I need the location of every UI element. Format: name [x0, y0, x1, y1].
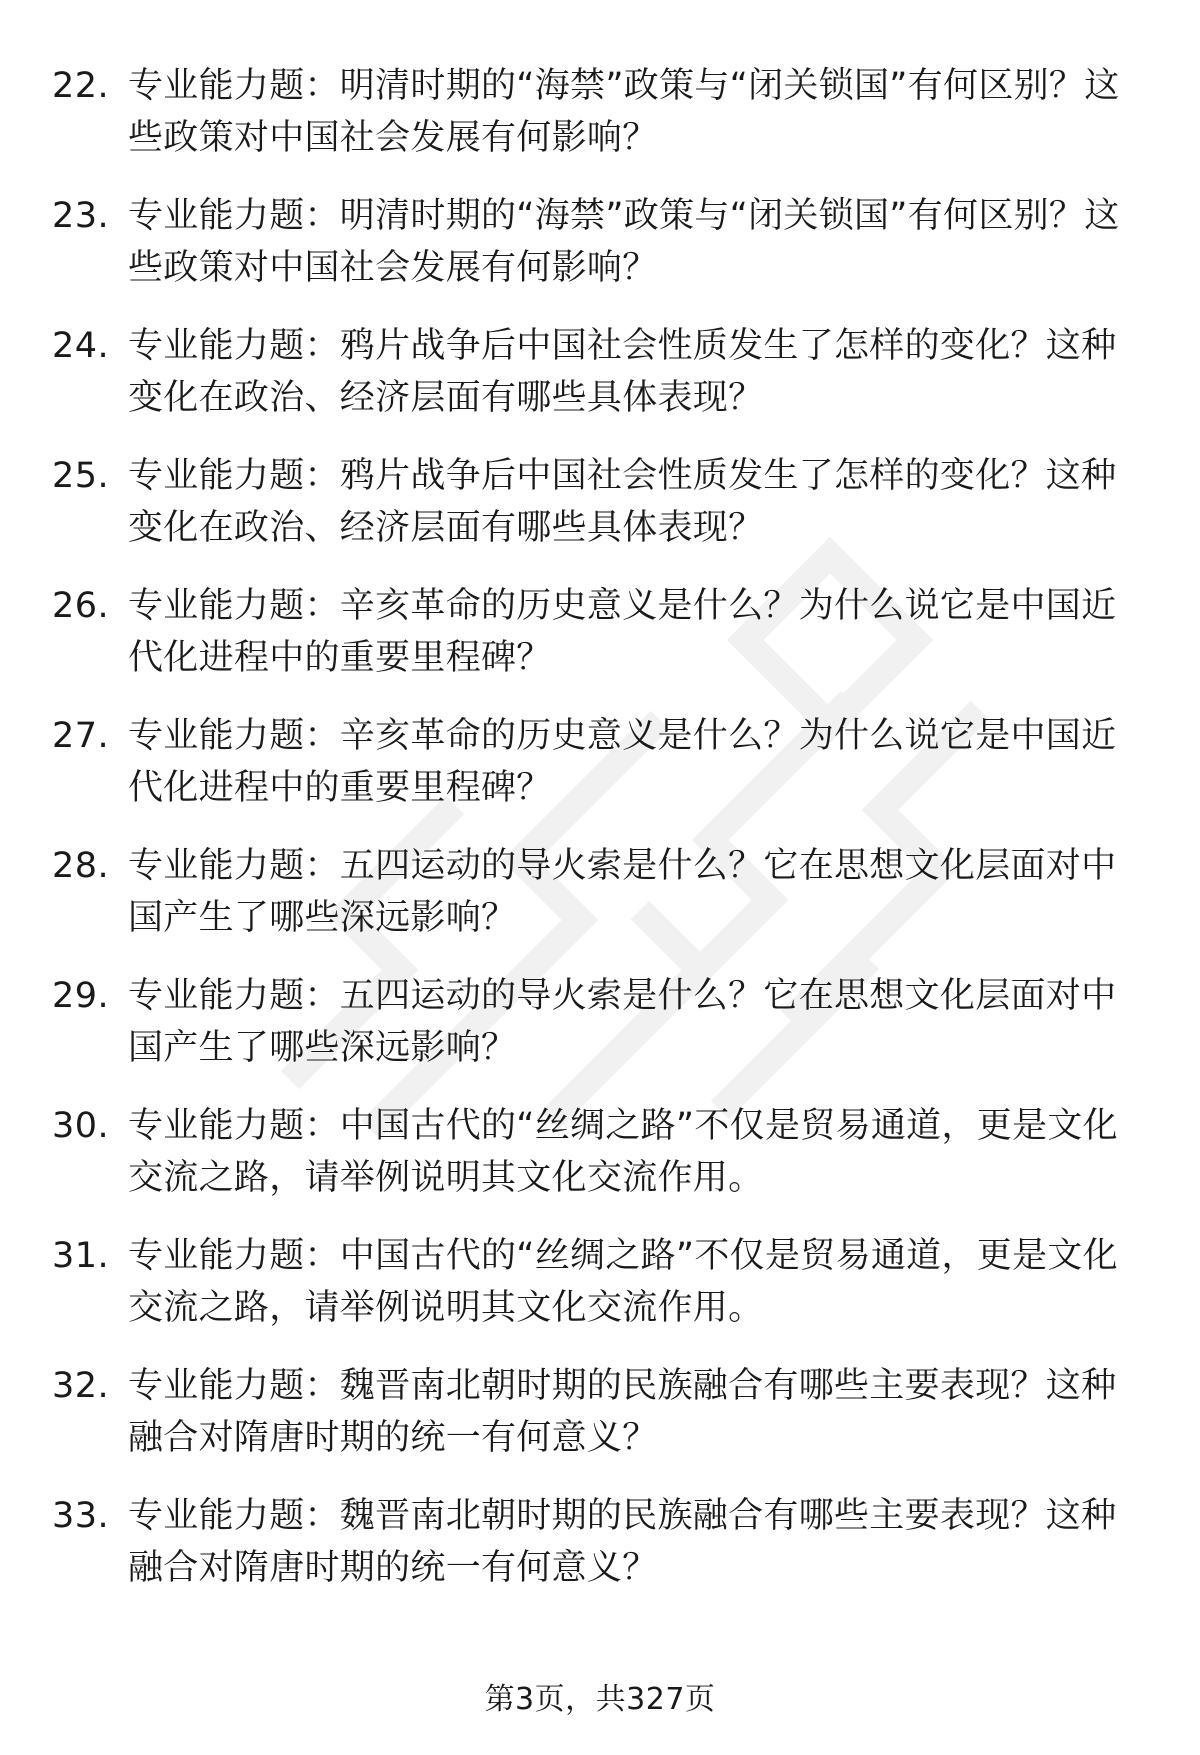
question-number: 33. [52, 1496, 110, 1536]
question-number: 29. [52, 976, 110, 1016]
question-item [52, 1100, 1152, 1230]
question-item [52, 60, 1152, 190]
question-item [52, 970, 1152, 1100]
question-item [52, 450, 1152, 580]
question-text: 专业能力题：中国古代的“丝绸之路”不仅是贸易通道，更是文化交流之路，请举例说明其文化交流作用。 [128, 1106, 1118, 1198]
question-number: 24. [52, 326, 110, 366]
question-number: 31. [52, 1236, 110, 1276]
question-item [52, 840, 1152, 970]
page-indicator: 第3页，共327页 [484, 1682, 716, 1717]
question-text: 专业能力题：鸦片战争后中国社会性质发生了怎样的变化？这种变化在政治、经济层面有哪些具体表现？ [128, 456, 1117, 548]
question-number: 23. [52, 196, 110, 236]
question-text: 专业能力题：魏晋南北朝时期的民族融合有哪些主要表现？这种融合对隋唐时期的统一有何意义？ [128, 1496, 1117, 1588]
question-item [52, 1230, 1152, 1360]
question-item [52, 710, 1152, 840]
question-text: 专业能力题：中国古代的“丝绸之路”不仅是贸易通道，更是文化交流之路，请举例说明其文化交流作用。 [128, 1236, 1118, 1328]
question-number: 22. [52, 66, 110, 106]
question-text: 专业能力题：鸦片战争后中国社会性质发生了怎样的变化？这种变化在政治、经济层面有哪些具体表现？ [128, 326, 1117, 418]
question-number: 27. [52, 716, 110, 756]
question-list [52, 60, 1152, 1620]
question-text: 专业能力题：辛亥革命的历史意义是什么？为什么说它是中国近代化进程中的重要里程碑？ [128, 586, 1117, 678]
question-text: 专业能力题：五四运动的导火索是什么？它在思想文化层面对中国产生了哪些深远影响？ [128, 846, 1117, 938]
question-text: 专业能力题：明清时期的“海禁”政策与“闭关锁国”有何区别？这些政策对中国社会发展有何影响？ [128, 66, 1120, 158]
question-text: 专业能力题：明清时期的“海禁”政策与“闭关锁国”有何区别？这些政策对中国社会发展有何影响？ [128, 196, 1120, 288]
question-item [52, 580, 1152, 710]
question-number: 25. [52, 456, 110, 496]
question-text: 专业能力题：辛亥革命的历史意义是什么？为什么说它是中国近代化进程中的重要里程碑？ [128, 716, 1117, 808]
question-number: 32. [52, 1366, 110, 1406]
question-item [52, 1490, 1152, 1620]
question-number: 26. [52, 586, 110, 626]
question-item [52, 1360, 1152, 1490]
question-number: 30. [52, 1106, 110, 1146]
question-number: 28. [52, 846, 110, 886]
question-item [52, 190, 1152, 320]
question-text: 专业能力题：五四运动的导火索是什么？它在思想文化层面对中国产生了哪些深远影响？ [128, 976, 1117, 1068]
question-item [52, 320, 1152, 450]
question-text: 专业能力题：魏晋南北朝时期的民族融合有哪些主要表现？这种融合对隋唐时期的统一有何意义？ [128, 1366, 1117, 1458]
